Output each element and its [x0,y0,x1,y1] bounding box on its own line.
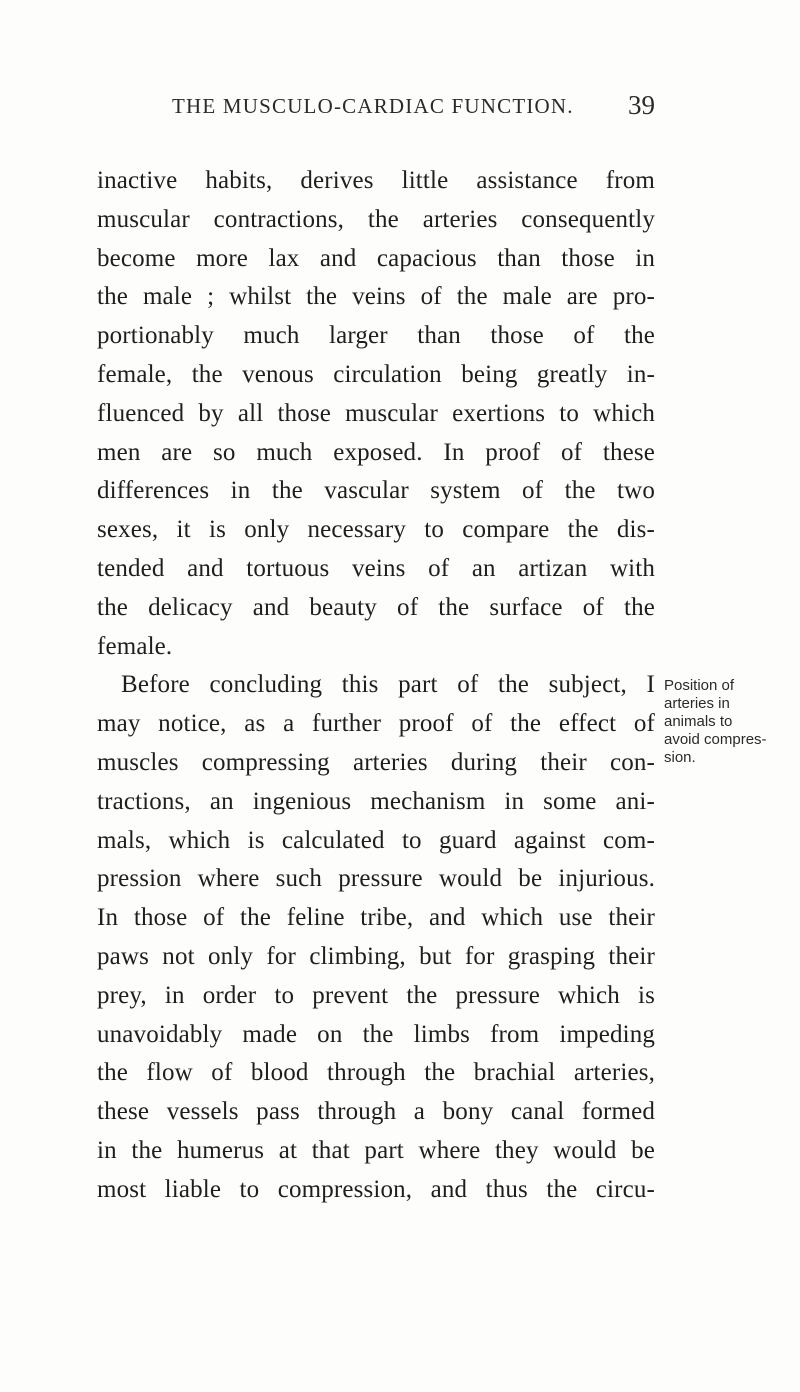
margin-note-line: sion. [664,749,696,766]
text-line: muscles compressing arteries during their con- [97,748,655,776]
text-line: become more lax and capacious than those in [97,244,655,272]
text-line-paragraph-end: female. [97,632,173,660]
running-title: THE MUSCULO-CARDIAC FUNCTION. [172,94,574,118]
text-line: pression where such pressure would be injurious. [97,865,655,893]
text-line: men are so much exposed. In proof of these [97,438,655,466]
body-text [97,162,655,1210]
margin-note-line: avoid compres- [664,731,767,748]
text-line: may notice, as a further proof of the effect of [97,710,655,738]
text-line: tractions, an ingenious mechanism in some ani- [97,787,655,815]
text-line: unavoidably made on the limbs from impeding [97,1020,655,1048]
text-line: inactive habits, derives little assistance from [97,167,655,194]
text-line: prey, in order to prevent the pressure which is [97,981,655,1009]
text-line: these vessels pass through a bony canal formed [97,1098,655,1126]
text-line: portionably much larger than those of the [97,322,655,350]
text-line: paws not only for climbing, but for grasping their [97,942,655,970]
margin-note-line: animals to [664,713,733,730]
text-line: the flow of blood through the brachial arteries, [97,1059,655,1087]
margin-note-line: arteries in [664,695,730,712]
text-line: in the humerus at that part where they would be [97,1136,655,1164]
text-line: most liable to compression, and thus the circu- [97,1175,655,1203]
page-number: 39 [628,90,655,120]
text-line: differences in the vascular system of the two [97,477,655,505]
text-line: sexes, it is only necessary to compare the dis- [97,516,655,544]
text-line: In those of the feline tribe, and which use their [97,904,655,932]
text-line: female, the venous circulation being greatly in- [97,360,655,388]
text-line: the male ; whilst the veins of the male are pro- [97,283,655,311]
text-line: the delicacy and beauty of the surface of the [97,593,655,621]
text-line: mals, which is calculated to guard against com- [97,826,655,854]
margin-note [664,677,800,767]
text-line: fluenced by all those muscular exertions to which [97,399,655,427]
margin-note-line: Position of [664,677,735,694]
text-line-paragraph-start: Before concluding this part of the subject, I [121,671,655,699]
text-line: tended and tortuous veins of an artizan with [97,554,655,582]
text-line: muscular contractions, the arteries consequently [97,205,655,233]
running-head [0,90,800,124]
